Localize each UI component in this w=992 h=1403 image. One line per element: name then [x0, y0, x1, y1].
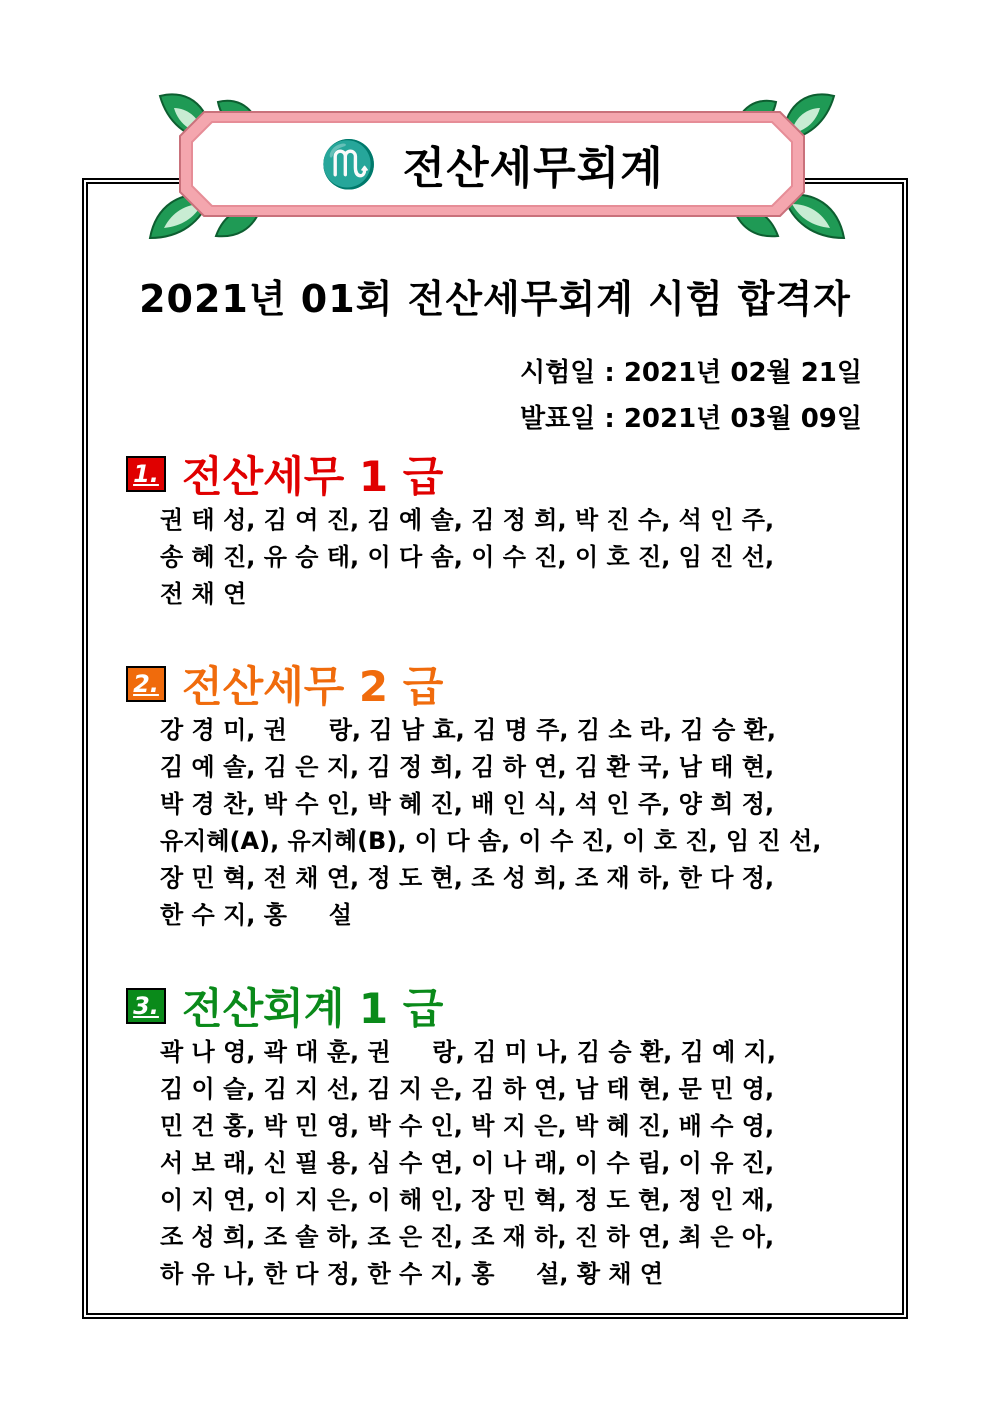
name-line: 권 태 성, 김 여 진, 김 예 솔, 김 정 희, 박 진 수, 석 인 주, — [160, 506, 775, 534]
section-2-title: 전산세무 2 급 — [182, 662, 444, 711]
name-line: 하 유 나, 한 다 정, 한 수 지, 홍 설, 황 채 연 — [160, 1260, 664, 1288]
name-line: 송 혜 진, 유 승 태, 이 다 솜, 이 수 진, 이 호 진, 임 진 선, — [160, 543, 775, 571]
section-1-heading — [126, 444, 443, 504]
name-line: 김 예 솔, 김 은 지, 김 정 희, 김 하 연, 김 환 국, 남 태 현, — [160, 753, 775, 781]
name-line: 전 채 연 — [160, 580, 247, 608]
name-line: 곽 나 영, 곽 대 훈, 권 랑, 김 미 나, 김 승 환, 김 예 지, — [160, 1038, 776, 1066]
announce-date: 발표일 : 2021년 03월 09일 — [519, 404, 862, 434]
section-3-title: 전산회계 1 급 — [182, 984, 444, 1033]
banner-title-text: 전산세무회계 — [402, 143, 664, 194]
name-line: 조 성 희, 조 솔 하, 조 은 진, 조 재 하, 진 하 연, 최 은 아, — [160, 1223, 775, 1251]
name-line: 박 경 찬, 박 수 인, 박 혜 진, 배 인 식, 석 인 주, 양 희 정, — [160, 790, 775, 818]
virgo-symbol-icon: ♏ — [320, 136, 379, 191]
exam-date: 시험일 : 2021년 02월 21일 — [519, 358, 862, 388]
banner-heading — [178, 110, 806, 218]
name-line: 서 보 래, 신 필 용, 심 수 연, 이 나 래, 이 수 림, 이 유 진, — [160, 1149, 775, 1177]
section-2-heading — [126, 654, 443, 714]
section-1-title: 전산세무 1 급 — [182, 452, 444, 501]
page-title: 2021년 01회 전산세무회계 시험 합격자 — [139, 277, 851, 321]
name-line: 유지혜(A), 유지혜(B), 이 다 솜, 이 수 진, 이 호 진, 임 진 선, — [160, 827, 822, 855]
name-line: 민 건 홍, 박 민 영, 박 수 인, 박 지 은, 박 혜 진, 배 수 영, — [160, 1112, 775, 1140]
section-3-heading — [126, 976, 443, 1036]
name-line: 장 민 혁, 전 채 연, 정 도 현, 조 성 희, 조 재 하, 한 다 정, — [160, 864, 775, 892]
section-2-names — [160, 712, 860, 934]
name-line: 강 경 미, 권 랑, 김 남 효, 김 명 주, 김 소 라, 김 승 환, — [160, 716, 776, 744]
section-2-number: 2. — [126, 666, 166, 702]
section-3-number: 3. — [126, 988, 166, 1024]
name-line: 김 이 슬, 김 지 선, 김 지 은, 김 하 연, 남 태 현, 문 민 영, — [160, 1075, 775, 1103]
section-1-names — [160, 502, 860, 613]
name-line: 한 수 지, 홍 설 — [160, 901, 352, 929]
name-line: 이 지 연, 이 지 은, 이 해 인, 장 민 혁, 정 도 현, 정 인 재, — [160, 1186, 775, 1214]
section-3-names — [160, 1034, 860, 1293]
section-1-number: 1. — [126, 456, 166, 492]
